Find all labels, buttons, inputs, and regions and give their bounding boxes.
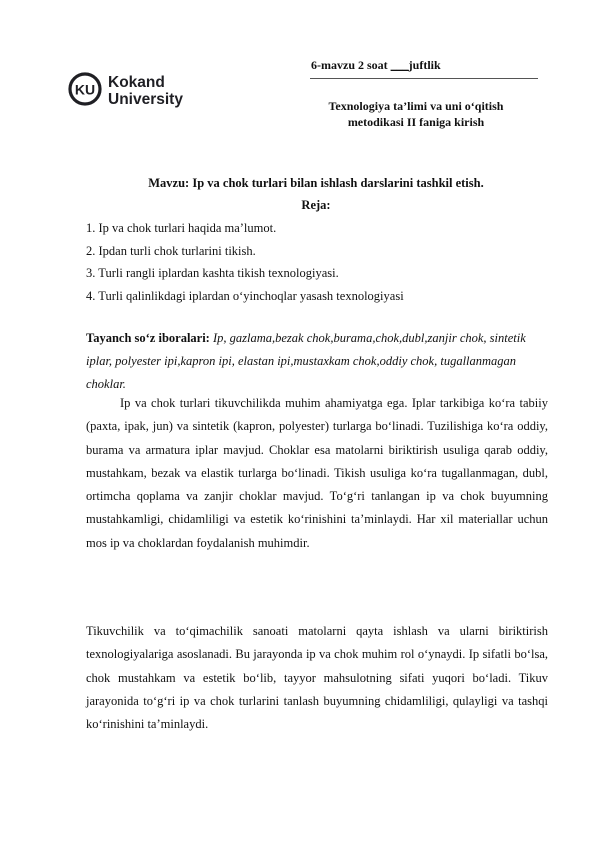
logo-line1: Kokand: [108, 74, 165, 91]
kokand-university-logo-icon: [68, 70, 208, 110]
plan-item: 2. Ipdan turli chok turlarini tikish.: [86, 243, 256, 258]
pair-label: juftlik: [408, 58, 441, 72]
lesson-topic: Mavzu: Ip va chok turlari bilan ishlash darslarini tashkil etish.: [148, 176, 484, 190]
plan-title: Reja:: [301, 198, 331, 212]
body-paragraph-1: Ip va chok turlari tikuvchilikda muhim ahamiyatga ega. Iplar tarkibiga ko‘ra tabiiy (paxta, ipak, jun) va sintetik (kapron, polyester) turlarga bo‘linadi. Tuzilishiga ko‘ra oddiy, burama va armatura iplar mavjud. Choklar esa matolarni biriktirish usuliga qarab oddiy, mustahkam, bezak va elastik turlarga bo‘linadi. Tikish usuliga ko‘ra tugallanmagan, dubl, ortimcha qoplama va zanjir choklar mavjud. To‘g‘ri tanlangan ip va chok buyumning mustahkamligi, chidamliligi va estetik ko‘rinishini ta’minlaydi. Har xil materiallar uchun mos ip va choklardan foydalanish muhimdir.: [86, 396, 548, 550]
keywords-text: Ip, gazlama,bezak chok,burama,chok,dubl,zanjir chok, sintetik iplar, polyester ipi,kapron ipi, elastan ipi,mustaxkam chok,oddiy chok, tugallanmagan choklar.: [86, 331, 526, 391]
logo-mark: KU: [74, 81, 96, 98]
course-title: Texnologiya ta’limi va uni o‘qitish metodikasi II faniga kirish: [328, 99, 504, 129]
plan-list: [86, 220, 404, 310]
plan-item: 3. Turli rangli iplardan kashta tikish texnologiyasi.: [86, 266, 339, 280]
university-logo: [68, 70, 208, 115]
body-paragraph-2: Tikuvchilik va to‘qimachilik sanoati matolarni qayta ishlash va ularni biriktirish texnologiyalariga asoslanadi. Bu jarayonda ip va chok muhim rol o‘ynaydi. Ip sifatli bo‘lsa, chok mustahkam va estetik bo‘lib, tayyor mahsulotning sifati yuqori bo‘ladi. Tikuv jarayonida to‘g‘ri ip va chok turlarini tanlash buyumning chidamliligi, qulayligi va tashqi ko‘rinishini ta’minlaydi.: [86, 624, 548, 732]
lesson-number: 6-mavzu 2 soat: [311, 58, 391, 72]
pair-blank: ___: [390, 58, 409, 72]
lesson-header: [311, 58, 441, 73]
logo-line2: University: [108, 91, 183, 108]
plan-item: 1. Ip va chok turlari haqida ma’lumot.: [86, 221, 277, 235]
keywords-label: Tayanch so‘z iboralari:: [86, 331, 210, 345]
plan-item: 4. Turli qalinlikdagi iplardan o‘yinchoqlar yasash texnologiyasi: [86, 288, 404, 303]
keywords-block: [86, 327, 548, 396]
header-divider: [310, 78, 538, 79]
